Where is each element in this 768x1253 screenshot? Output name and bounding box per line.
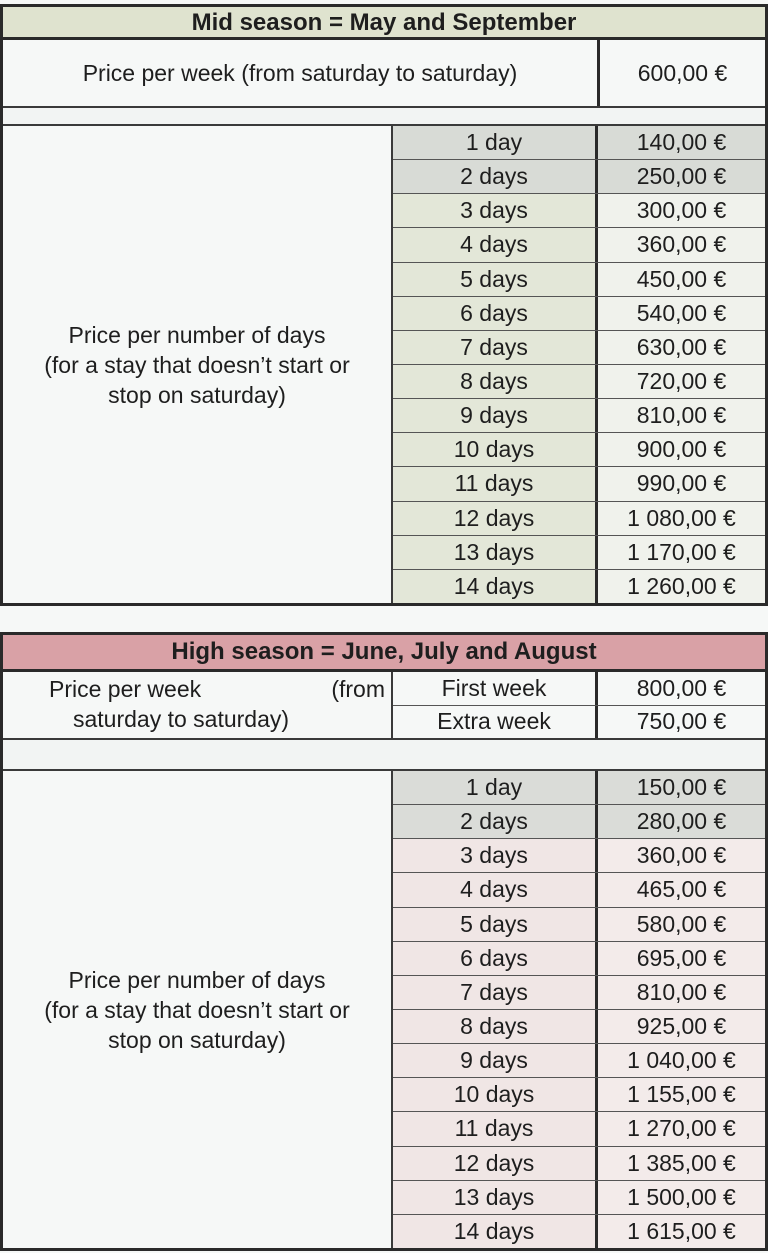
days-cell: 5 days [393,908,598,941]
table-row [393,502,765,536]
table-row [393,228,765,262]
table-row [393,771,765,805]
days-cell: 8 days [393,1010,598,1043]
high-days-label [3,771,393,1248]
days-cell: 12 days [393,502,598,535]
high-days-label-line2: (for a stay that doesn’t start or [44,996,350,1023]
days-cell: 7 days [393,331,598,364]
mid-days-section [3,126,765,603]
days-cell: 10 days [393,1078,598,1111]
table-row [393,976,765,1010]
days-cell: 4 days [393,228,598,261]
table-row [393,839,765,873]
table-row [393,1147,765,1181]
high-first-week-price: 800,00 € [636,674,727,701]
high-spacer [3,740,765,771]
price-cell: 990,00 € [598,467,765,500]
days-cell: 1 day [393,126,598,159]
high-first-week-row [393,672,765,706]
price-cell: 1 270,00 € [598,1112,765,1145]
high-week-label-line1: Price per week [49,676,202,702]
table-row [393,399,765,433]
price-cell: 695,00 € [598,942,765,975]
high-week-label-line2: saturday to saturday) [73,706,290,732]
price-cell: 900,00 € [598,433,765,466]
mid-days-label-line3: stop on saturday) [108,381,286,408]
table-row [393,805,765,839]
days-cell: 3 days [393,839,598,872]
table-row [393,570,765,603]
high-season-title: High season = June, July and August [3,635,765,672]
price-cell: 1 170,00 € [598,536,765,569]
days-cell: 9 days [393,1044,598,1077]
days-cell: 13 days [393,1181,598,1214]
price-cell: 360,00 € [598,839,765,872]
table-row [393,942,765,976]
price-cell: 150,00 € [598,771,765,804]
mid-days-label-line2: (for a stay that doesn’t start or [44,351,350,378]
price-cell: 1 260,00 € [598,570,765,603]
days-cell: 2 days [393,160,598,193]
price-cell: 465,00 € [598,873,765,906]
table-row [393,263,765,297]
table-row [393,160,765,194]
price-cell: 140,00 € [598,126,765,159]
price-cell: 280,00 € [598,805,765,838]
days-cell: 14 days [393,570,598,603]
days-cell: 11 days [393,1112,598,1145]
price-cell: 720,00 € [598,365,765,398]
table-row [393,1078,765,1112]
high-days-section [3,771,765,1248]
high-first-week-label: First week [393,672,598,705]
mid-week-row [3,40,765,108]
table-row [393,536,765,570]
price-cell: 450,00 € [598,263,765,296]
mid-week-price: 600,00 € [637,59,728,86]
mid-days-label [3,126,393,603]
mid-week-label: Price per week (from saturday to saturday) [3,40,600,106]
high-extra-week-price: 750,00 € [636,708,727,735]
mid-season-title: Mid season = May and September [3,7,765,40]
days-cell: 6 days [393,297,598,330]
table-row [393,1181,765,1215]
days-cell: 6 days [393,942,598,975]
price-cell: 300,00 € [598,194,765,227]
table-row [393,1044,765,1078]
table-row [393,467,765,501]
table-row [393,1215,765,1248]
price-cell: 1 615,00 € [598,1215,765,1248]
table-row [393,1010,765,1044]
table-row [393,297,765,331]
table-row [393,194,765,228]
price-cell: 925,00 € [598,1010,765,1043]
price-cell: 1 385,00 € [598,1147,765,1180]
high-days-label-line1: Price per number of days [68,966,326,993]
table-row [393,873,765,907]
price-cell: 810,00 € [598,399,765,432]
days-cell: 14 days [393,1215,598,1248]
table-row [393,1112,765,1146]
days-cell: 2 days [393,805,598,838]
table-row [393,126,765,160]
mid-days-label-line1: Price per number of days [68,321,326,348]
days-cell: 5 days [393,263,598,296]
high-extra-week-label: Extra week [393,706,598,739]
high-days-label-line3: stop on saturday) [108,1026,286,1053]
price-cell: 360,00 € [598,228,765,261]
high-days-table [393,771,765,1248]
price-cell: 630,00 € [598,331,765,364]
days-cell: 1 day [393,771,598,804]
price-cell: 580,00 € [598,908,765,941]
days-cell: 7 days [393,976,598,1009]
price-cell: 540,00 € [598,297,765,330]
mid-spacer [3,108,765,126]
days-cell: 9 days [393,399,598,432]
table-row [393,365,765,399]
price-cell: 250,00 € [598,160,765,193]
days-cell: 13 days [393,536,598,569]
price-cell: 1 040,00 € [598,1044,765,1077]
mid-days-table [393,126,765,603]
days-cell: 11 days [393,467,598,500]
high-season-table [0,632,768,1251]
mid-season-table [0,4,768,606]
price-cell: 1 500,00 € [598,1181,765,1214]
high-week-label [3,672,393,738]
price-cell: 810,00 € [598,976,765,1009]
days-cell: 12 days [393,1147,598,1180]
price-cell: 1 080,00 € [598,502,765,535]
high-extra-week-row [393,706,765,739]
high-week-prices [393,672,765,738]
high-week-label-from: (from [331,676,385,702]
high-week-row [3,672,765,740]
days-cell: 8 days [393,365,598,398]
table-row [393,331,765,365]
price-cell: 1 155,00 € [598,1078,765,1111]
table-row [393,433,765,467]
days-cell: 4 days [393,873,598,906]
days-cell: 3 days [393,194,598,227]
days-cell: 10 days [393,433,598,466]
table-row [393,908,765,942]
